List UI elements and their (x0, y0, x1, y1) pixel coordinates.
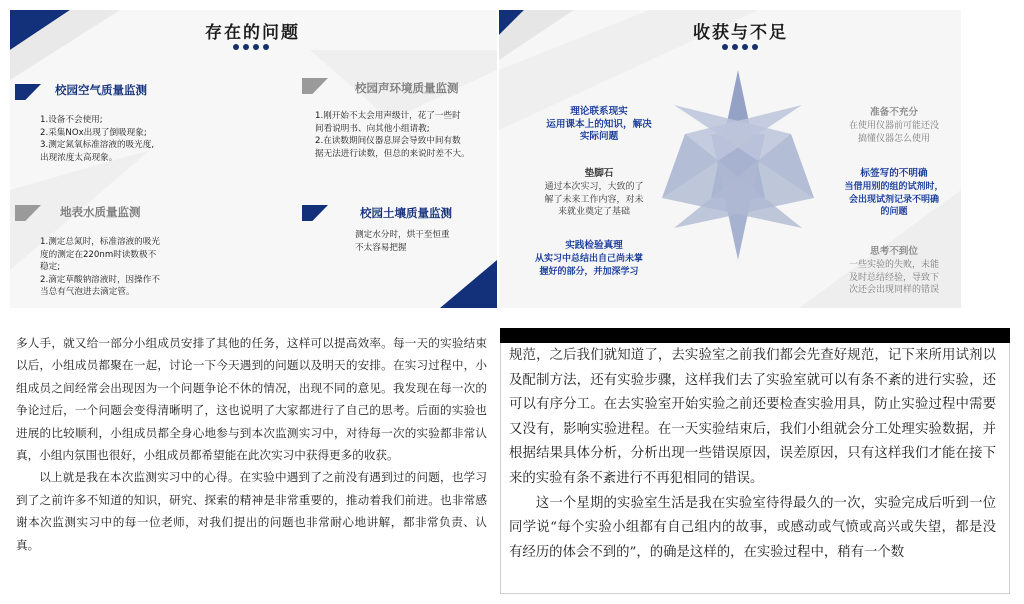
gain-title-1: 理论联系现实 运用课本上的知识，解决 实际问题 (546, 106, 652, 142)
lack-body-1: 在使用仪器前可能还没 搞懂仪器怎么使用 (848, 121, 939, 144)
paragraph: 规范，之后我们就知道了，去实验室之前我们都会先查好规范，记下来所用试剂以及配制方法，还有实验步骤，这样我们去了实验室就可以有条不紊的进行实验，还可以有序分工。在去实验室开始实验之前还要检查实验用具，防止实验过程中需要又没有，影响实验进程。在一天实验结束后，我们小组就会分工处理实验数据，并根据结果具体分析，分析出现一些错误原因，误差原因，只有这样我们才能在接下来的实验有条不紊进行不再犯相同的错误。 (509, 348, 996, 486)
paragraph: 多人手，就又给一部分小组成员安排了其他的任务，这样可以提高效率。每一天的实验结束以后，小组成员都聚在一起，讨论一下今天遇到的问题以及明天的安排。在实习过程中，小组成员之间经常会出现因为一个问题争论不休的情况，出现不同的意见。我发现在每一次的争论过后，一个问题会变得清晰明了，这也说明了大家都进行了自己的思考。后面的实验也进展的比较顺利，小组成员都全身心地参与到本次监测实习中，对待每一次的实验都非常认真，小组内氛围也很好，小组成员都希望能在此次实习中获得更多的收获。 (16, 336, 487, 463)
lack-title-2: 标签写的不明确 (860, 168, 928, 179)
redaction-bar (500, 328, 1010, 343)
slide-problems (10, 10, 497, 308)
title-dots (722, 44, 758, 50)
section-heading-water: 地表水质量监测 (60, 205, 141, 219)
section-body-soil: 测定水分时，烘干至恒重 不太容易把握 (355, 230, 450, 253)
paragraph: 以上就是我在本次监测实习中的心得。在实验中遇到了之前没有遇到过的问题，也学习到了之前许多不知道的知识，研究、探索的精神是非常重要的，推动着我们前进。也非常感谢本次监测实习中的每一位老师，对我们提出的问题也非常耐心地讲解，都非常负责、认真。 (16, 470, 487, 552)
gain-body-3: 从实习中总结出自己尚未掌 握好的部分，并加深学习 (534, 254, 643, 277)
gain-title-3: 实践检验真理 (565, 240, 623, 251)
star-graphic (662, 70, 814, 260)
slide-title: 存在的问题 (205, 23, 300, 43)
lack-title-1: 准备不充分 (870, 107, 918, 118)
section-body-air: 1.设备不会使用; 2.采集NOx出现了倒吸现象; 3.测定氮氧标准溶液的吸光度, 出现浓度太高现象。 (40, 115, 155, 163)
reflection-passage-1 (16, 332, 487, 556)
lack-body-2: 当借用别的组的试剂时， 会出现试剂记录不明确 的问题 (844, 182, 944, 217)
reflection-passage-2 (509, 344, 996, 565)
gain-title-2: 垫脚石 (584, 168, 614, 179)
section-heading-soil: 校园土壤质量监测 (360, 206, 452, 220)
section-body-water: 1.测定总氮时，标准溶液的吸光 度的测定在220nm时读数极不 稳定; 2.滴定草酸钠溶液时，因操作不 当总有气泡进去滴定管。 (40, 237, 160, 297)
section-heading-air: 校园空气质量监测 (55, 83, 147, 97)
lack-body-3: 一些实验的失败，未能 及时总结经验，导致下 次还会出现同样的错误 (848, 260, 939, 295)
paragraph: 这一个星期的实验室生活是我在实验室待得最久的一次，实验完成后听到一位同学说“每个实验小组都有自己组内的故事，或感动或气愤或高兴或失望，都是没有经历的体会不到的”，的确是这样的，在实验过程中，稍有一个数 (509, 495, 996, 560)
section-body-noise: 1.刚开始不太会用声级计，花了一些时 间看说明书、向其他小组请教; 2.在读数期间仪器息屏会导致中间有数 据无法进行读数，但总的来说时差不大。 (315, 111, 470, 159)
slide-title: 收获与不足 (693, 23, 788, 43)
lack-title-3: 思考不到位 (870, 246, 918, 257)
section-heading-noise: 校园声环境质量监测 (355, 81, 459, 95)
title-dots (233, 44, 269, 50)
gain-body-2: 通过本次实习，大致的了 解了未来工作内容，对未 来就业奠定了基础 (544, 182, 644, 217)
slide-gains (499, 10, 961, 308)
